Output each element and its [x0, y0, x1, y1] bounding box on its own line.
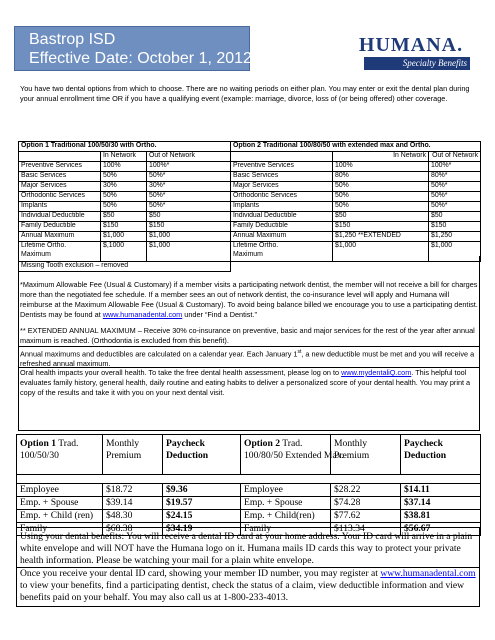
table-row: [19, 212, 481, 222]
paycheck-label: Paycheck: [166, 438, 205, 449]
row-label: Basic Services: [231, 172, 333, 182]
monthly-header: [103, 435, 163, 475]
option1-monthly: $48.30: [103, 510, 163, 523]
option1-monthly: $39.14: [103, 497, 163, 510]
premium-table: [16, 434, 481, 536]
maf-text-end: under “Find a Dentist.”: [182, 310, 257, 319]
option1-type: Trad.: [58, 438, 79, 449]
option1-out-value: 100%*: [147, 162, 231, 172]
option2-paycheck: $38.81: [401, 510, 481, 523]
table-row: [19, 202, 481, 212]
table-row: [19, 182, 481, 192]
district-name: Bastrop ISD: [29, 31, 116, 48]
option1-out-value: 30%*: [147, 182, 231, 192]
option2-plan: 100/80/50 Extended Max.: [244, 450, 344, 461]
using-benefits-box: [16, 527, 480, 607]
table-row: [19, 162, 481, 172]
option1-out-value: $1,000: [147, 232, 231, 242]
option1-in-value: $,1000: [101, 242, 147, 262]
option2-out-value: 50%*: [429, 192, 481, 202]
row-label-line: Maximum: [21, 250, 51, 258]
tier-label: Family: [17, 523, 103, 536]
row-label: Family Deductible: [231, 222, 333, 232]
option2-in-value: 100%: [333, 162, 429, 172]
row-label-line: Lifetime Ortho.: [233, 242, 279, 249]
in-network-header: In Network: [333, 152, 429, 162]
option1-in-value: 50%: [101, 192, 147, 202]
option2-type: Trad.: [282, 438, 303, 449]
option2-header: [241, 435, 344, 475]
option2-paycheck: $37.14: [401, 497, 481, 510]
table-row: [19, 232, 481, 242]
option1-out-value: $50: [147, 212, 231, 222]
plan-comparison-table: [18, 141, 481, 272]
humanadental-link[interactable]: www.humanadental.com: [380, 568, 476, 579]
table-row: [17, 484, 481, 497]
humanadental-link[interactable]: www.humanadental.com: [102, 310, 183, 319]
option1-in-value: $50: [101, 212, 147, 222]
option2-in-value: 50%: [333, 192, 429, 202]
maf-note: [20, 280, 480, 320]
row-label: Preventive Services: [231, 162, 333, 172]
option1-in-value: 100%: [101, 162, 147, 172]
option2-out-value: $50: [429, 212, 481, 222]
option1-label: Option 1: [20, 438, 56, 449]
ordinal-suffix: st: [297, 349, 302, 355]
option1-monthly: $68.38: [103, 523, 163, 536]
row-label: Implants: [19, 202, 101, 212]
option2-title: Option 2 Traditional 100/80/50 with extended max and Ortho.: [231, 142, 481, 152]
option2-in-value: $1,250 **EXTENDED: [333, 232, 429, 242]
row-label: Individual Deductible: [231, 212, 333, 222]
option1-paycheck: $24.15: [163, 510, 241, 523]
monthly-label: Monthly: [106, 438, 140, 449]
row-label: Annual Maximum: [19, 232, 101, 242]
option1-in-value: $150: [101, 222, 147, 232]
option1-out-value: 50%*: [147, 172, 231, 182]
option1-in-value: 50%: [101, 172, 147, 182]
premium-label: Premium: [334, 450, 370, 461]
option2-out-value: $150: [429, 222, 481, 232]
title-box: [14, 26, 250, 71]
row-label: Implants: [231, 202, 333, 212]
table-row: [19, 172, 481, 182]
monthly-label: Monthly: [334, 438, 368, 449]
paycheck-label: Paycheck: [404, 438, 443, 449]
blank-cell: [231, 152, 333, 162]
option2-out-value: 50%*: [429, 182, 481, 192]
mydentaliq-link[interactable]: www.mydentaliQ.com: [341, 368, 412, 377]
option1-title: Option 1 Traditional 100/50/30 with Ortho.: [19, 142, 231, 152]
option1-monthly: $18.72: [103, 484, 163, 497]
calendar-text: Annual maximums and deductibles are calculated on a calendar year. Each January 1: [20, 349, 298, 359]
option1-header: [17, 435, 103, 475]
option2-out-value: 80%*: [429, 172, 481, 182]
tier-label: Emp. + Child (ren): [17, 510, 103, 523]
missing-tooth-note: Missing Tooth exclusion – removed: [19, 262, 231, 272]
option2-monthly: $74.28: [331, 497, 401, 510]
option1-out-value: 50%*: [147, 202, 231, 212]
tier-label: Emp. + Spouse: [17, 497, 103, 510]
spacer-cell: [17, 475, 481, 484]
option2-in-value: $1,000: [333, 242, 429, 262]
option1-in-value: 50%: [101, 202, 147, 212]
row-label: Major Services: [19, 182, 101, 192]
in-network-header: In Network: [101, 152, 147, 162]
row-label-line: Lifetime Ortho.: [21, 242, 67, 249]
option2-out-value: $1,250: [429, 232, 481, 242]
option2-label: Option 2: [244, 438, 280, 449]
option2-monthly: $28.22: [331, 484, 401, 497]
option2-out-value: 50%*: [429, 202, 481, 212]
option2-in-value: $50: [333, 212, 429, 222]
extended-max-note: ** EXTENDED ANNUAL MAXIMUM – Receive 30% co-insurance on preventive, basic and major services for the rest of the year after annual maximum is reached. (Orthodontia is excluded from this benefit).: [20, 326, 475, 345]
network-header-row: [19, 152, 481, 162]
table-row: [19, 192, 481, 202]
paycheck-header: [163, 435, 241, 475]
row-label-line: Maximum: [233, 250, 263, 258]
option2-monthly: $113.34: [331, 523, 401, 536]
option1-paycheck: $9.36: [163, 484, 241, 497]
row-label: Annual Maximum: [231, 232, 333, 242]
row-label: Orthodontic Services: [19, 192, 101, 202]
option2-in-value: 50%: [333, 202, 429, 212]
logo-subtitle: Specialty Benefits: [364, 57, 470, 70]
option2-paycheck: $14.11: [401, 484, 481, 497]
option1-plan: 100/50/30: [20, 450, 59, 461]
option2-out-value: 100%*: [429, 162, 481, 172]
tier-label: Family: [241, 523, 331, 536]
tier-label: Employee: [241, 484, 331, 497]
humana-logo: [346, 34, 476, 70]
option2-monthly: $77.62: [331, 510, 401, 523]
option1-out-value: $1,000: [147, 242, 231, 262]
option1-paycheck: $34.19: [163, 523, 241, 536]
register-text: Once you receive your dental ID card, showing your member ID number, you may register at: [20, 568, 381, 579]
tier-label: Emp. + Spouse: [241, 497, 331, 510]
spacer-row: [17, 475, 481, 484]
option1-out-value: 50%*: [147, 192, 231, 202]
option2-out-value: $1,000: [429, 242, 481, 262]
option1-in-value: 30%: [101, 182, 147, 192]
option2-paycheck: $56.67: [401, 523, 481, 536]
maf-text: *Maximum Allowable Fee (Usual & Customary) if a member visits a participating network dentist, the member will not receive a bill for charges more than the negotiated fee schedule. If a member sees an out of network dentist, the co-insurance level will apply and Humana will reimburse at the Maximum Allowable Fee (Usual & Customary). To avoid being balance billed we encourage you to use a participating dentist. Dentists may be found at: [20, 280, 478, 319]
option1-out-value: $150: [147, 222, 231, 232]
calendar-text-end: , a new deductible must be met and you will receive a refreshed annual maximum.: [20, 349, 475, 369]
tier-label: Employee: [17, 484, 103, 497]
option2-in-value: $150: [333, 222, 429, 232]
effective-date: Effective Date: October 1, 2012: [29, 50, 252, 67]
row-label: Orthodontic Services: [231, 192, 333, 202]
logo-word: HUMANA.: [358, 34, 464, 56]
table-row: [19, 222, 481, 232]
deduction-label: Deduction: [404, 450, 447, 461]
register-paragraph: [17, 568, 479, 604]
premium-header-row: [17, 435, 481, 475]
oral-health-note: [20, 368, 480, 398]
option1-in-value: $1,000: [101, 232, 147, 242]
tier-label: Emp. + Child(ren): [241, 510, 331, 523]
row-label: Individual Deductible: [19, 212, 101, 222]
row-label: Preventive Services: [19, 162, 101, 172]
out-network-header: Out of Network: [429, 152, 481, 162]
out-network-header: Out of Network: [147, 152, 231, 162]
monthly-header: [331, 435, 401, 475]
row-label: Major Services: [231, 182, 333, 192]
plan-title-row: [19, 142, 481, 152]
option1-paycheck: $19.57: [163, 497, 241, 510]
row-label: Basic Services: [19, 172, 101, 182]
premium-label: Premium: [106, 450, 142, 461]
table-row: [17, 497, 481, 510]
table-row: [17, 510, 481, 523]
blank-cell: [19, 152, 101, 162]
id-card-paragraph: Using your dental benefits: You will receive a dental ID card at your home address. Your ID card will arrive in a plain white envelope and will NOT have the Humana logo on it. Humana mails ID cards this way to protect your private health information. Please be watching your mail for a plain white envelope.: [17, 531, 479, 568]
option2-in-value: 50%: [333, 182, 429, 192]
paycheck-header: [401, 435, 481, 475]
oral-text-end: . This helpful tool evaluates family history, general health, daily routine and eating habits to deliver a personalized score of your dental health. You may print a copy of the results and take it with you on your next dental visit.: [20, 368, 471, 397]
intro-paragraph: You have two dental options from which to choose. There are no waiting periods on either plan. You may enter or exit the dental plan during your annual enrollment time OR if you have a qualifying event (example: marriage, divorce, loss of (or being offered) other coverage.: [20, 84, 470, 103]
oral-text: Oral health impacts your overall health. To take the free dental health assessment, please log on to: [20, 368, 342, 377]
register-text-end: to view your benefits, find a participating dentist, check the status of a claim, view deductible information and view benefits paid on your behalf. You may also call us at 1-800-233-4013.: [20, 580, 465, 603]
row-label: Family Deductible: [19, 222, 101, 232]
option2-in-value: 80%: [333, 172, 429, 182]
deduction-label: Deduction: [166, 450, 209, 461]
